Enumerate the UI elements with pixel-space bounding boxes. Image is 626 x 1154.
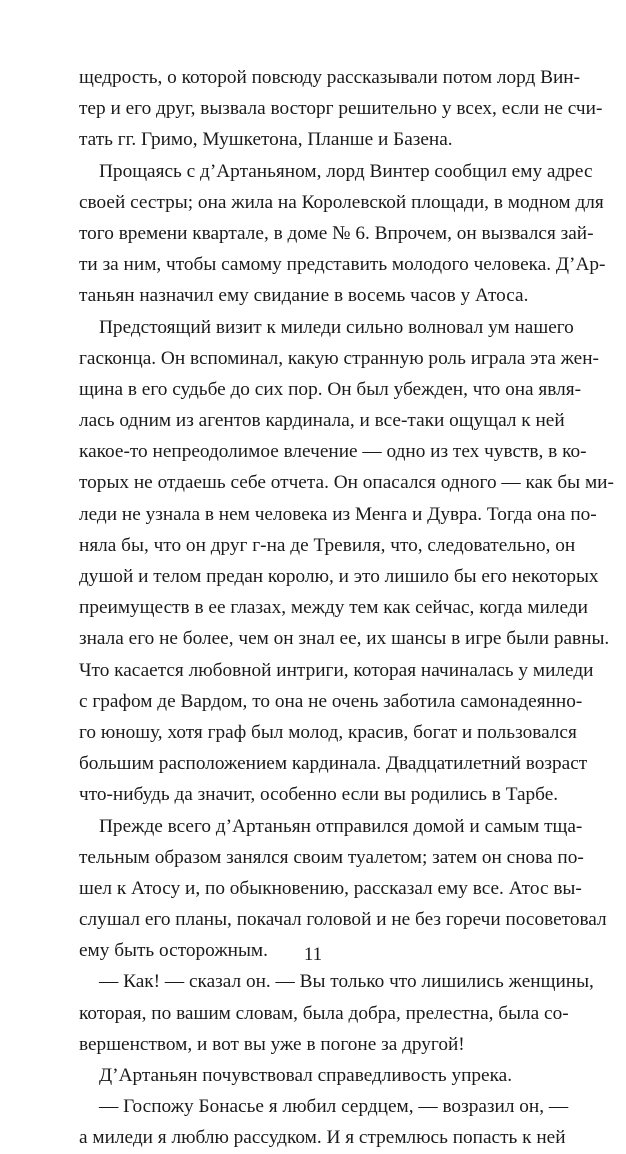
paragraph	[79, 312, 614, 811]
paragraph	[79, 62, 603, 156]
text-line: ти за ним, чтобы самому представить молодого человека. Д’Ар-	[79, 254, 606, 276]
text-line: — Госпожу Бонасье я любил сердцем, — возразил он, —	[99, 1096, 569, 1118]
text-line: Что касается любовной интриги, которая начиналась у миледи	[79, 659, 594, 681]
text-line: Прежде всего д’Артаньян отправился домой и самым тща-	[99, 815, 583, 837]
text-line: щедрость, о которой повсюду рассказывали потом лорд Вин-	[79, 67, 581, 88]
text-line: Д’Артаньян почувствовал справедливость упрека.	[99, 1065, 513, 1086]
paragraph	[79, 1091, 569, 1153]
text-line: лась одним из агентов кардинала, и все-таки ощущал к ней	[79, 410, 565, 432]
text-line: которая, по вашим словам, была добра, прелестна, была со-	[79, 1002, 569, 1024]
text-line: с графом де Вардом, то она не очень заботила самонадеянно-	[79, 690, 583, 712]
text-line: что-нибудь да значит, особенно если вы родились в Тарбе.	[79, 784, 559, 806]
paragraph	[79, 1060, 548, 1091]
text-line: какое-то непреодолимое влечение — одно из тех чувств, в ко-	[79, 441, 587, 463]
text-line: знала его не более, чем он знал ее, их шансы в игре были равны.	[79, 628, 610, 650]
text-line: шел к Атосу и, по обыкновению, рассказал ему все. Атос вы-	[79, 877, 582, 899]
text-line: — Как! — сказал он. — Вы только что лишились женщины,	[99, 971, 594, 993]
paragraph	[79, 156, 606, 312]
text-line: Прощаясь с д’Артаньяном, лорд Винтер сообщил ему адрес	[99, 160, 593, 182]
text-line: щина в его судьбе до сих пор. Он был убежден, что она явля-	[79, 378, 582, 400]
text-line: своей сестры; она жила на Королевской площади, в модном для	[79, 191, 604, 213]
text-line: тать гг. Гримо, Мушкетона, Планше и Базена.	[79, 129, 453, 151]
text-line: торых не отдаешь себе отчета. Он опасался одного — как бы ми-	[79, 472, 614, 494]
text-line: гасконца. Он вспоминал, какую странную роль играла эта жен-	[79, 347, 599, 369]
page-text	[79, 62, 614, 1154]
text-line: ему быть осторожным.	[79, 940, 268, 962]
page-number: 11	[303, 944, 323, 965]
text-line: няла бы, что он друг г-на де Тревиля, что, следовательно, он	[79, 534, 576, 556]
text-line: того времени квартале, в доме № 6. Впрочем, он вызвался зай-	[79, 222, 594, 244]
text-line: таньян назначил ему свидание в восемь часов у Атоса.	[79, 285, 529, 307]
text-line: го юношу, хотя граф был молод, красив, богат и пользовался	[79, 721, 577, 743]
paragraph	[79, 966, 594, 1060]
text-line: душой и телом предан королю, и это лишило бы его некоторых	[79, 566, 599, 587]
text-line: тельным образом занялся своим туалетом; затем он снова по-	[79, 846, 584, 868]
text-line: Предстоящий визит к миледи сильно волновал ум нашего	[99, 316, 574, 338]
text-line: преимуществ в ее глазах, между тем как сейчас, когда миледи	[79, 597, 588, 619]
text-line: а миледи я люблю рассудком. И я стремлюсь попасть к ней	[79, 1127, 566, 1149]
text-line: большим расположением кардинала. Двадцатилетний возраст	[79, 753, 588, 775]
text-line: тер и его друг, вызвала восторг решительно у всех, если не счи-	[79, 98, 603, 120]
text-line: слушал его планы, покачал головой и не без горечи посоветовал	[79, 909, 607, 931]
text-line: леди не узнала в нем человека из Менга и Дувра. Тогда она по-	[79, 503, 597, 525]
text-line: вершенством, и вот вы уже в погоне за другой!	[79, 1033, 465, 1055]
